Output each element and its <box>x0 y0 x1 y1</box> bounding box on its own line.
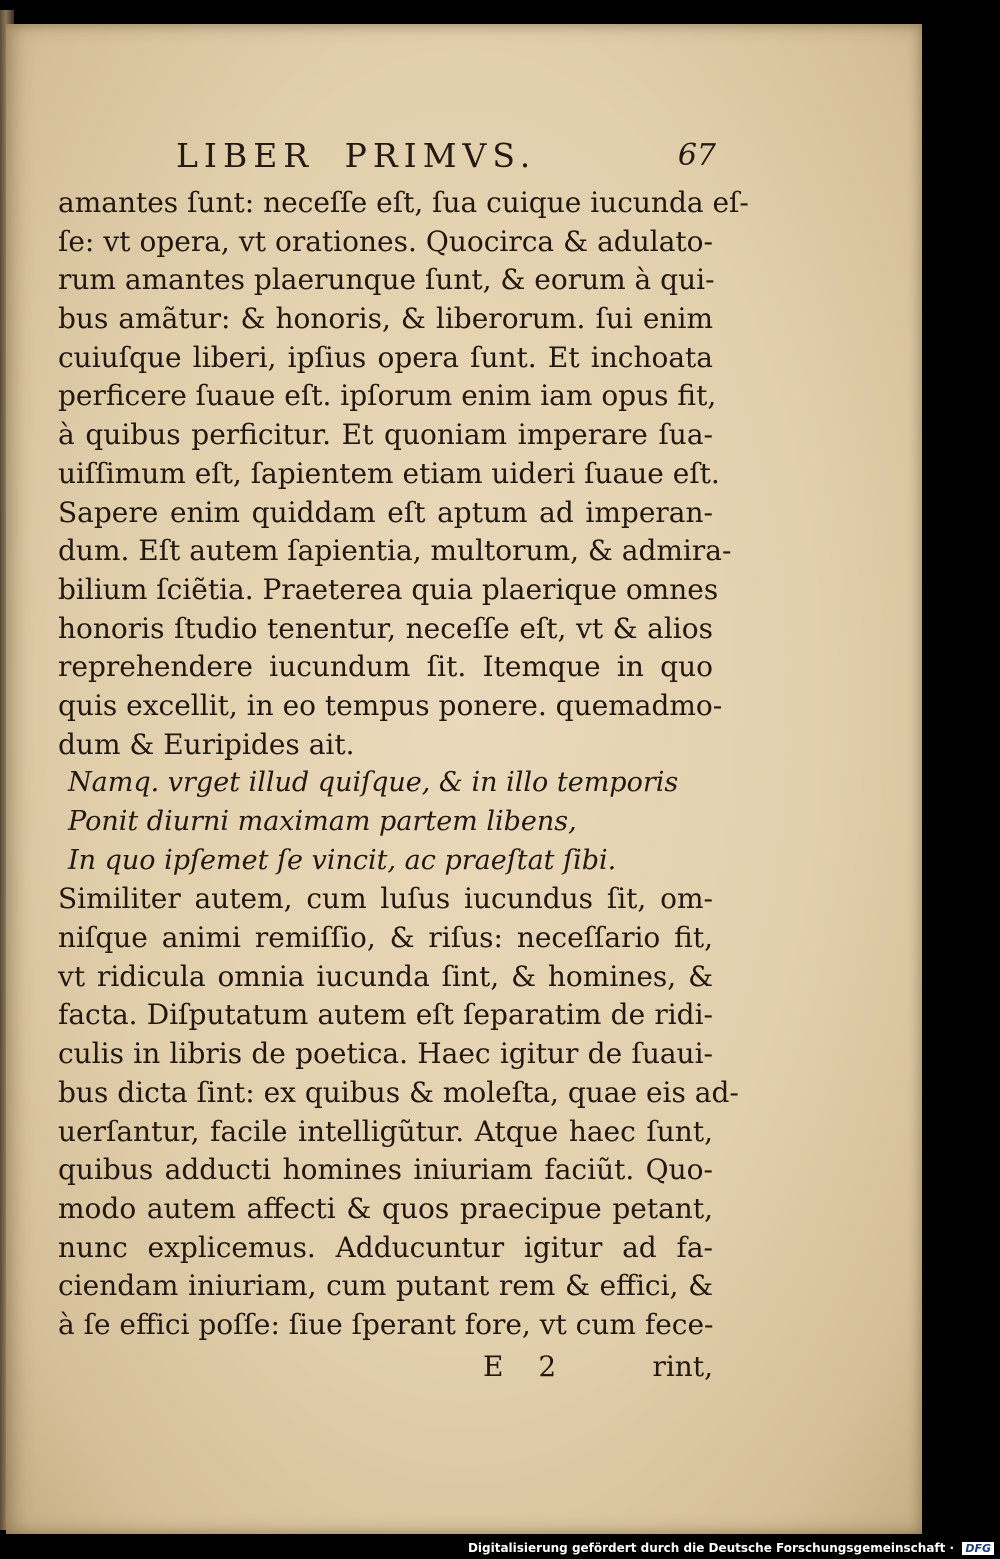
text-line: ſe: vt opera, vt orationes. Quocirca & adulato- <box>58 224 713 258</box>
credit-text: Digitalisierung gefördert durch die Deutsche Forschungsgemeinschaft · <box>467 1541 955 1555</box>
text-line: quis excellit, in eo tempus ponere. quemadmo- <box>58 688 723 722</box>
text-line: uerſantur, facile intelligũtur. Atque haec ſunt, <box>58 1114 713 1148</box>
text-line: à ſe effici poſſe: ſiue ſperant fore, vt cum fece- <box>58 1307 714 1341</box>
page-header <box>176 136 716 176</box>
text-line: à quibus perficitur. Et quoniam imperare ſua- <box>58 418 713 452</box>
text-line: honoris ſtudio tenentur, neceſſe eſt, vt & alios <box>58 611 713 645</box>
text-line: quibus adducti homines iniuriam faciũt. Quo- <box>58 1153 713 1187</box>
text-line: niſque animi remiſſio, & riſus: neceſſario fit, <box>58 921 713 955</box>
catchword: rint, <box>652 1350 713 1383</box>
signature-mark: E 2 <box>483 1350 557 1383</box>
text-line: ciendam iniuriam, cum putant rem & effici, & <box>58 1269 713 1303</box>
text-line: dum. Eſt autem ſapientia, multorum, & admira- <box>58 534 732 568</box>
text-line: nunc explicemus. Adducuntur igitur ad fa- <box>58 1230 713 1264</box>
text-line: vt ridicula omnia iucunda ſint, & homines, & <box>58 959 713 993</box>
page-number: 67 <box>677 138 716 173</box>
text-line: amantes ſunt: neceſſe eſt, ſua cuique iucunda eſ- <box>58 186 749 219</box>
page-footer <box>58 1350 713 1390</box>
text-line: uiſſimum eſt, ſapientem etiam uideri ſuaue eſt. <box>58 456 720 490</box>
text-line: reprehendere iucundum ſit. Itemque in quo <box>58 650 713 684</box>
text-block <box>58 184 749 1345</box>
running-head: LIBER PRIMVS. <box>176 136 537 175</box>
text-line: Sapere enim quiddam eſt aptum ad imperan- <box>58 495 713 529</box>
book-page <box>6 24 922 1534</box>
text-line: cuiuſque liberi, ipſius opera ſunt. Et inchoata <box>58 340 713 374</box>
text-line: facta. Diſputatum autem eſt ſeparatim de ridi- <box>58 998 713 1032</box>
text-line: bus dicta ſint: ex quibus & moleſta, quae eis ad- <box>58 1075 739 1109</box>
text-line: bus amãtur: & honoris, & liberorum. ſui enim <box>58 302 713 336</box>
text-line: bilium ſciẽtia. Praeterea quia plaerique omnes <box>58 572 719 606</box>
text-line: Similiter autem, cum luſus iucundus ſit, om- <box>58 882 713 916</box>
text-line: culis in libris de poetica. Haec igitur de ſuaui- <box>58 1037 713 1071</box>
dfg-logo-icon: DFG <box>962 1542 994 1555</box>
verse-line: Ponit diurni maximam partem libens, <box>68 806 577 837</box>
verse-line: In quo ipſemet ſe vincit, ac praeſtat ſibi. <box>68 844 617 876</box>
text-line: rum amantes plaerunque ſunt, & eorum à qui- <box>58 263 715 297</box>
text-line: dum & Euripides ait. <box>58 727 355 761</box>
text-line: perficere ſuaue eſt. ipſorum enim iam opus fit, <box>58 379 717 413</box>
digitization-credit <box>468 1541 994 1555</box>
verse-line: Namq. vrget illud quiſque, & in illo temporis <box>68 767 679 799</box>
text-line: modo autem affecti & quos praecipue petant, <box>58 1191 713 1225</box>
